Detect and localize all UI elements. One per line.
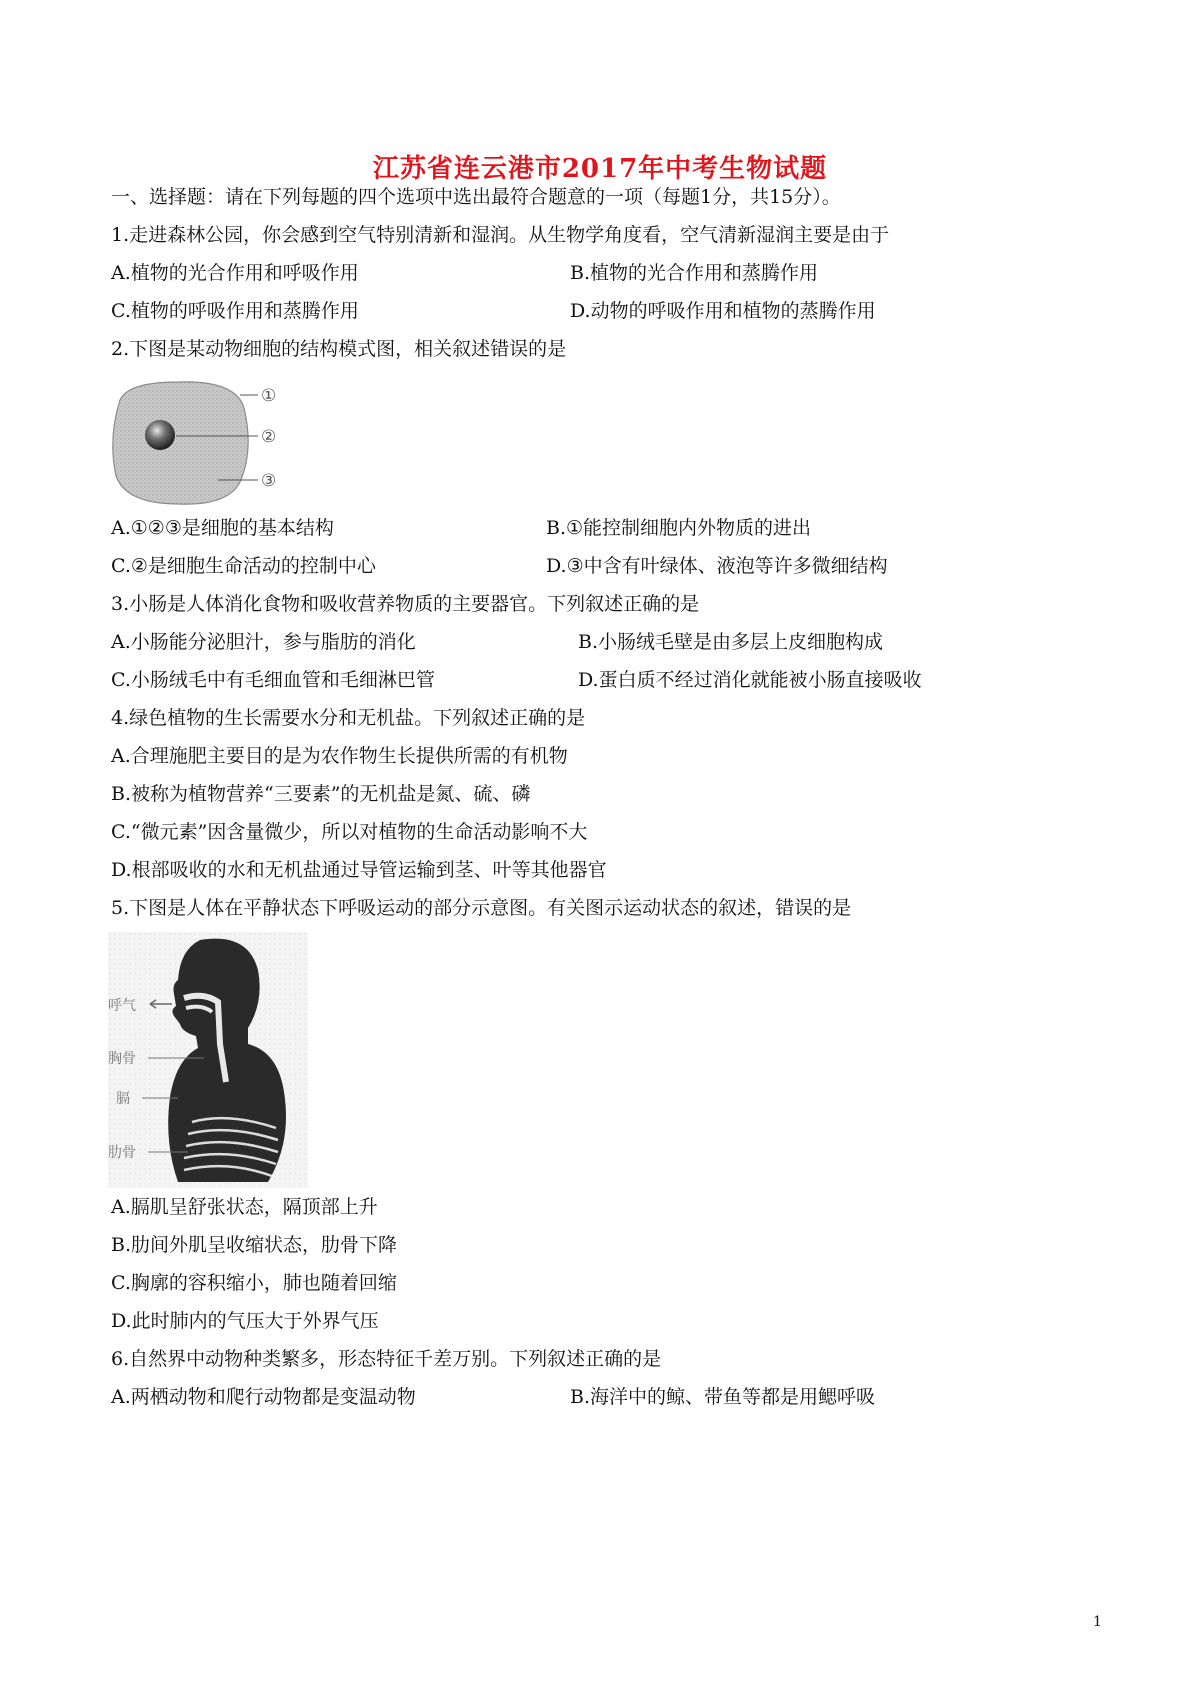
question-1-option-b: B.植物的光合作用和蒸腾作用 xyxy=(570,262,819,284)
question-4-option-c: C.“微元素”因含量微少，所以对植物的生命活动影响不大 xyxy=(111,821,588,843)
breath-label-exhale: 呼气 xyxy=(108,998,136,1014)
question-6-option-b: B.海洋中的鲸、带鱼等都是用鳃呼吸 xyxy=(570,1386,876,1408)
question-1-stem: 1.走进森林公园，你会感到空气特别清新和湿润。从生物学角度看，空气清新湿润主要是由于 xyxy=(111,224,890,246)
cell-label-2: ② xyxy=(261,427,277,447)
question-4-stem: 4.绿色植物的生长需要水分和无机盐。下列叙述正确的是 xyxy=(111,707,586,729)
breath-label-sternum: 胸骨 xyxy=(108,1051,136,1067)
question-1-option-d: D.动物的呼吸作用和植物的蒸腾作用 xyxy=(570,300,876,322)
animal-cell-figure xyxy=(108,378,288,510)
question-5-option-c: C.胸廓的容积缩小，肺也随着回缩 xyxy=(111,1272,397,1294)
question-3-option-b: B.小肠绒毛壁是由多层上皮细胞构成 xyxy=(578,631,884,653)
page-title: 江苏省连云港市2017年中考生物试题 xyxy=(372,154,828,184)
question-4-option-b: B.被称为植物营养“三要素”的无机盐是氮、硫、磷 xyxy=(111,783,531,805)
question-3-option-d: D.蛋白质不经过消化就能被小肠直接吸收 xyxy=(578,669,922,691)
question-6-stem: 6.自然界中动物种类繁多，形态特征千差万别。下列叙述正确的是 xyxy=(111,1348,662,1370)
question-2-option-c: C.②是细胞生命活动的控制中心 xyxy=(111,555,376,577)
question-6-option-a: A.两栖动物和爬行动物都是变温动物 xyxy=(111,1386,416,1408)
question-5-option-d: D.此时肺内的气压大于外界气压 xyxy=(111,1310,379,1332)
breathing-diagram-figure xyxy=(108,932,308,1188)
section-heading: 一、选择题：请在下列每题的四个选项中选出最符合题意的一项（每题1分，共15分）。 xyxy=(111,186,841,208)
question-2-option-b: B.①能控制细胞内外物质的进出 xyxy=(546,517,812,539)
nucleus-shape xyxy=(145,420,175,450)
question-2-option-a: A.①②③是细胞的基本结构 xyxy=(111,517,334,539)
question-5-option-a: A.膈肌呈舒张状态，隔顶部上升 xyxy=(111,1196,378,1218)
question-5-stem: 5.下图是人体在平静状态下呼吸运动的部分示意图。有关图示运动状态的叙述，错误的是 xyxy=(111,897,852,919)
question-2-stem: 2.下图是某动物细胞的结构模式图，相关叙述错误的是 xyxy=(111,338,567,360)
question-1-option-a: A.植物的光合作用和呼吸作用 xyxy=(111,262,359,284)
question-3-option-a: A.小肠能分泌胆汁，参与脂肪的消化 xyxy=(111,631,416,653)
breath-label-ribs: 肋骨 xyxy=(108,1145,136,1161)
cell-membrane-shape xyxy=(113,382,248,504)
page-number: 1 xyxy=(1093,1614,1102,1630)
question-5-option-b: B.肋间外肌呈收缩状态，肋骨下降 xyxy=(111,1234,398,1256)
question-1-option-c: C.植物的呼吸作用和蒸腾作用 xyxy=(111,300,359,322)
question-3-option-c: C.小肠绒毛中有毛细血管和毛细淋巴管 xyxy=(111,669,435,691)
question-3-stem: 3.小肠是人体消化食物和吸收营养物质的主要器官。下列叙述正确的是 xyxy=(111,593,700,615)
question-2-option-d: D.③中含有叶绿体、液泡等许多微细结构 xyxy=(546,555,888,577)
question-4-option-d: D.根部吸收的水和无机盐通过导管运输到茎、叶等其他器官 xyxy=(111,859,607,881)
question-4-option-a: A.合理施肥主要目的是为农作物生长提供所需的有机物 xyxy=(111,745,568,767)
breath-label-diaphragm: 膈 xyxy=(116,1091,130,1107)
cell-label-3: ③ xyxy=(261,471,277,491)
cell-label-1: ① xyxy=(261,386,277,406)
